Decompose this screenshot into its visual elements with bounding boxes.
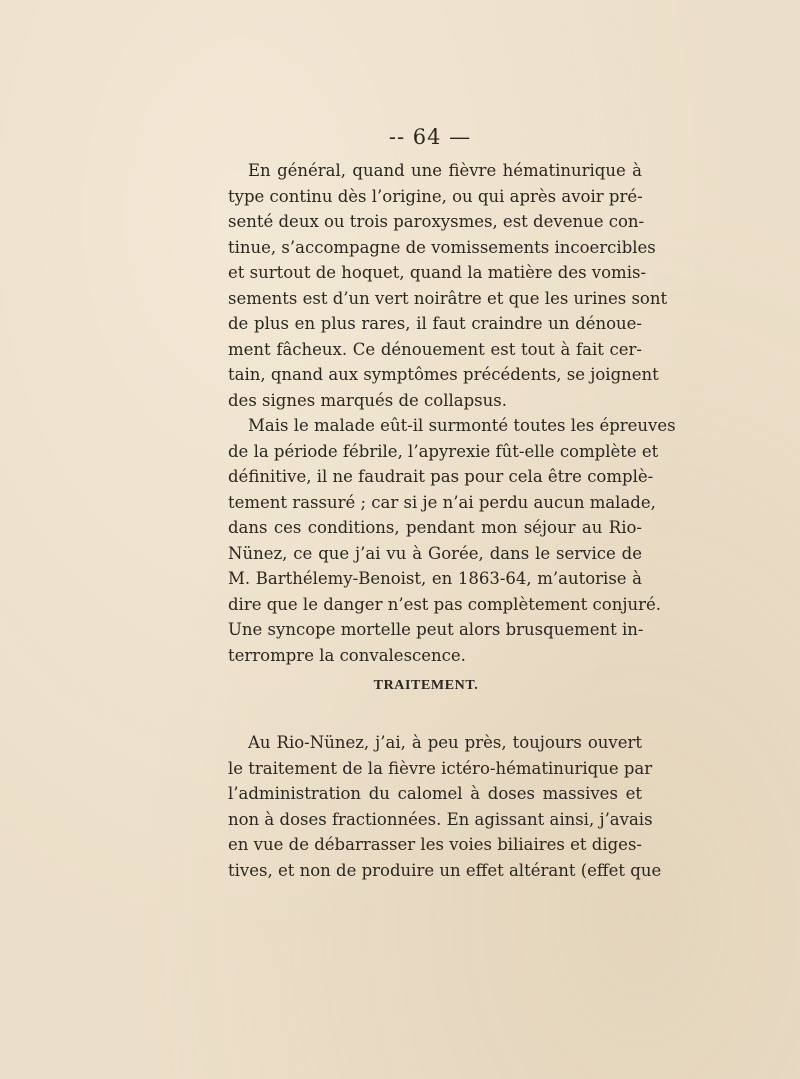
text-line: l’administration du calomel à doses massives et xyxy=(228,784,642,803)
page-number: -- 64 — xyxy=(388,125,472,149)
text-line: Une syncope mortelle peut alors brusquement in- xyxy=(228,620,644,639)
text-line: tain, qnand aux symptômes précédents, se joignent xyxy=(228,365,659,384)
text-line: non à doses fractionnées. En agissant ainsi, j’avais xyxy=(228,809,653,829)
text-line: le traitement de la fièvre ictéro-hématinurique par xyxy=(228,758,653,778)
text-line: terrompre la convalescence. xyxy=(228,645,466,665)
text-line: tives, et non de produire un effet altérant (effet que xyxy=(228,860,662,880)
text-line: M. Barthélemy-Benoist, en 1863-64, m’autorise à xyxy=(228,569,642,588)
text-line: sements est d’un vert noirâtre et que les urines sont xyxy=(228,288,668,308)
text-line: dire que le danger n’est pas complètement conjuré. xyxy=(228,594,661,614)
text-line: tement rassuré ; car si je n’ai perdu aucun malade, xyxy=(228,492,656,512)
text-line: dans ces conditions, pendant mon séjour au Rio- xyxy=(228,518,642,537)
text-line: tinue, s’accompagne de vomissements incoercibles xyxy=(228,237,656,257)
text-line: de la période fébrile, l’apyrexie fût-elle complète et xyxy=(228,441,659,461)
paragraph-prognosis xyxy=(228,158,668,413)
text-line: senté deux ou trois paroxysmes, est devenue con- xyxy=(228,212,645,231)
text-line: et surtout de hoquet, quand la matière des vomis- xyxy=(228,263,647,282)
text-line: Au Rio-Nünez, j’ai, à peu près, toujours ouvert xyxy=(248,733,642,752)
section-heading: TRAITEMENT. xyxy=(373,678,479,693)
text-line: Nünez, ce que j’ai vu à Gorée, dans le service de xyxy=(228,543,642,563)
paragraph-convalescence xyxy=(228,413,676,668)
text-line: en vue de débarrasser les voies biliaires et diges- xyxy=(228,835,642,854)
text-line: Mais le malade eût-il surmonté toutes les épreuves xyxy=(248,416,676,435)
text-line: de plus en plus rares, il faut craindre un dénoue- xyxy=(228,314,642,333)
text-block-treatment xyxy=(228,730,662,883)
text-line: En général, quand une fièvre hématinurique à xyxy=(248,161,642,180)
text-line: type continu dès l’origine, ou qui après avoir pré- xyxy=(228,186,643,206)
text-block-symptoms xyxy=(228,158,676,668)
text-line: définitive, il ne faudrait pas pour cela être complè- xyxy=(228,467,654,486)
text-line: des signes marqués de collapsus. xyxy=(228,390,507,410)
text-line: ment fâcheux. Ce dénouement est tout à fait cer- xyxy=(228,339,642,359)
paragraph-treatment xyxy=(228,730,662,883)
